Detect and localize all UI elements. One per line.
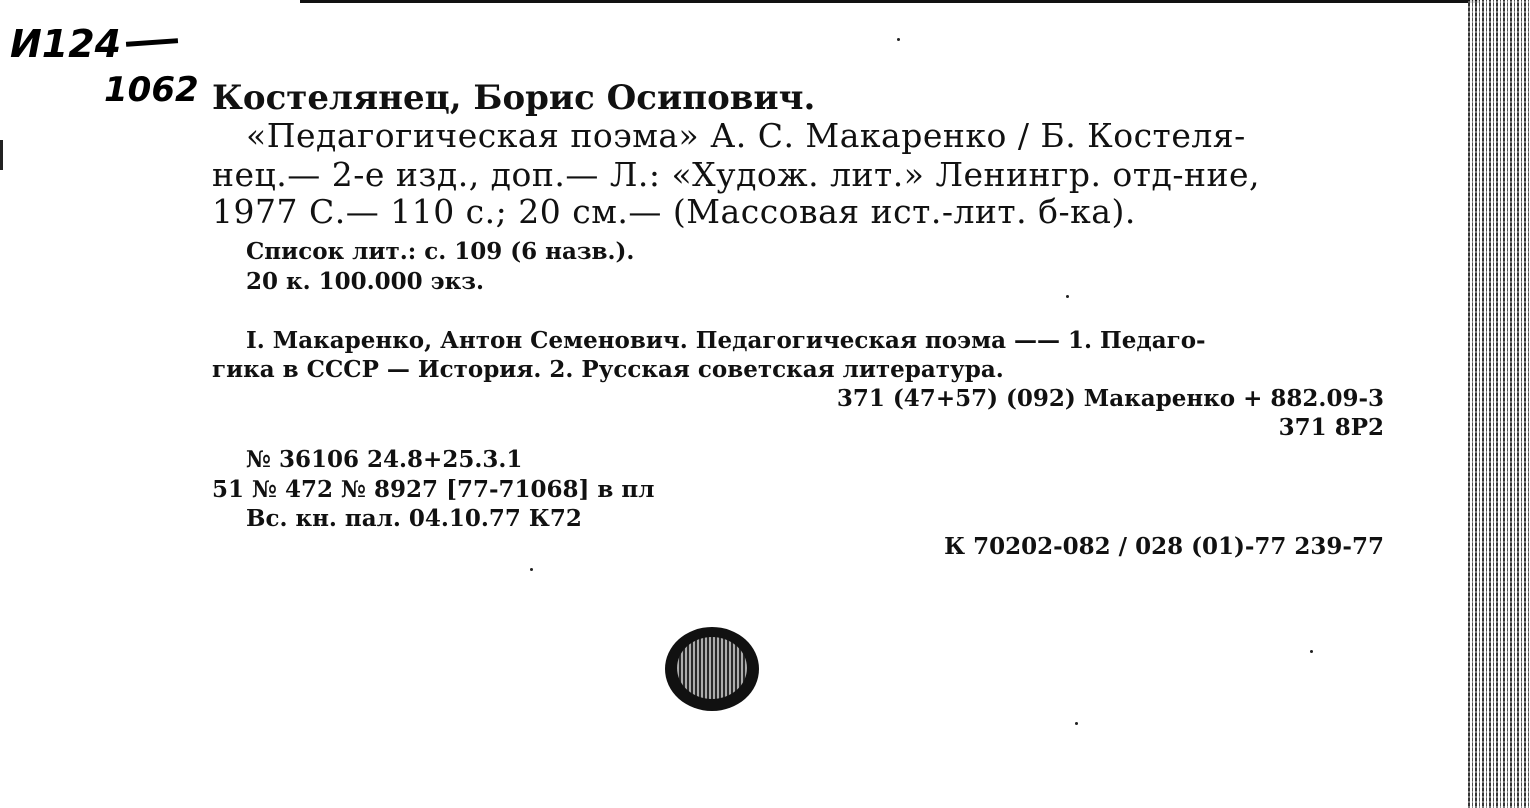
speck xyxy=(1310,650,1313,653)
title-line-1: «Педагогическая поэма» А. С. Макаренко / Б. Костеля- xyxy=(246,116,1246,155)
left-edge-mark xyxy=(0,140,3,170)
classification-line-2: 371 8Р2 xyxy=(1278,414,1384,441)
subjects-line-1: I. Макаренко, Антон Семенович. Педагогическая поэма —— 1. Педаго- xyxy=(246,327,1206,354)
speck xyxy=(1075,722,1078,725)
bibliography-note: Список лит.: с. 109 (6 назв.). xyxy=(246,238,635,265)
author-heading: Костелянец, Борис Осипович. xyxy=(212,78,816,118)
subjects-line-2: гика в СССР — История. 2. Русская советская литература. xyxy=(212,356,1004,383)
order-number-line: 51 № 472 № 8927 [77-71068] в пл xyxy=(212,476,655,503)
scanned-edge-strip xyxy=(1468,0,1530,808)
title-line-2: нец.— 2-е изд., доп.— Л.: «Худож. лит.» Ленингр. отд-ние, xyxy=(212,155,1261,194)
speck xyxy=(897,38,900,41)
title-line-3: 1977 С.— 110 с.; 20 см.— (Массовая ист.-лит. б-ка). xyxy=(212,192,1136,231)
speck xyxy=(530,568,533,571)
punch-hole xyxy=(665,627,759,711)
speck xyxy=(1066,295,1069,298)
chamber-line: Вс. кн. пал. 04.10.77 К72 xyxy=(246,505,582,532)
classification-line-1: 371 (47+57) (092) Макаренко + 882.09-3 xyxy=(836,385,1384,412)
handwritten-number-bottom: 1062 xyxy=(104,70,199,110)
handwritten-number-top: И124 xyxy=(10,22,122,66)
price-note: 20 к. 100.000 экз. xyxy=(246,268,484,295)
handwritten-dash xyxy=(126,38,178,47)
publication-code: К 70202-082 / 028 (01)-77 239-77 xyxy=(944,533,1384,560)
record-number-line: № 36106 24.8+25.3.1 xyxy=(246,446,523,473)
top-border-line xyxy=(300,0,1480,3)
